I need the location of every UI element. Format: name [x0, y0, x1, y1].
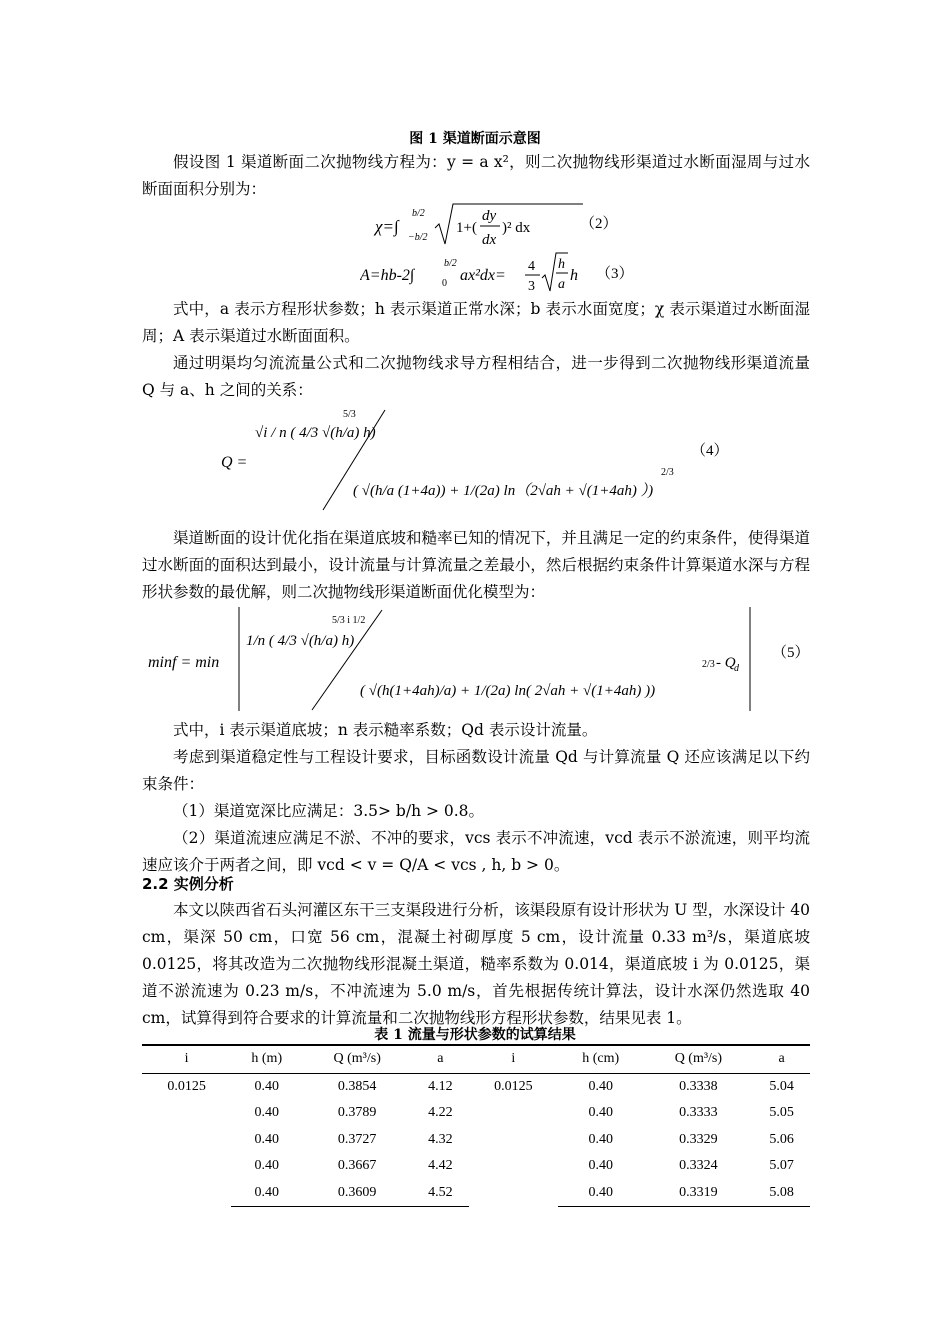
table-cell	[469, 1127, 558, 1154]
paragraph: 假设图 1 渠道断面二次抛物线方程为：y = a x²，则二次抛物线形渠道过水断面湿周与过水断面面积分别为：	[142, 153, 810, 198]
eq-exponent: 2/3	[702, 659, 715, 670]
column-header: i	[511, 1051, 516, 1067]
paragraph: （2）渠道流速应满足不淤、不冲的要求，vcs 表示不冲流速，vcd 表示不淤流速，则平均流速应该介于两者之间，即 vcd < v = Q/A < vcs , h, b > 0。	[142, 829, 810, 874]
column-header: Q (m³/s)	[674, 1051, 723, 1067]
table-cell: 0.3319	[644, 1180, 754, 1207]
table-cell	[469, 1153, 558, 1180]
paragraph: 考虑到渠道稳定性与工程设计要求，目标函数设计流量 Qd 与计算流量 Q 还应该满足以下约束条件：	[142, 748, 810, 793]
eq-upper-limit: b/2	[412, 208, 425, 219]
table-cell: 0.3338	[679, 1078, 718, 1094]
table-cell: 0.3727	[337, 1131, 377, 1147]
eq-exponent: 5/3	[343, 409, 356, 420]
table-cell: 0.0125	[494, 1078, 533, 1094]
eq-rnum: h	[558, 257, 565, 272]
table-row	[142, 1127, 810, 1154]
eq-lower-limit: 0	[442, 278, 447, 289]
table-cell: 0.40	[588, 1078, 613, 1094]
table-cell: 0.40	[588, 1158, 613, 1174]
eq-tail: )² dx	[502, 220, 531, 236]
table-cell: 4.22	[428, 1105, 453, 1121]
table-cell: 0.3789	[337, 1105, 377, 1121]
column-header: a	[437, 1051, 444, 1067]
table-row	[142, 1180, 810, 1207]
table-cell: 0.40	[254, 1158, 279, 1174]
table-cell: 0.40	[558, 1180, 644, 1207]
results-table	[142, 1044, 810, 1207]
table-cell: 0.3324	[679, 1158, 718, 1174]
equation-2	[360, 198, 680, 250]
paragraph: 式中，a 表示方程形状参数；h 表示渠道正常水深；b 表示水面宽度；χ 表示渠道过水断面湿周；A 表示渠道过水断面面积。	[142, 300, 810, 345]
table-cell	[469, 1180, 558, 1207]
table-cell: 0.3329	[679, 1131, 718, 1147]
eq-lhs: Q =	[221, 454, 248, 471]
table-cell: 0.0125	[167, 1078, 206, 1094]
paragraph: （1）渠道宽深比应满足：3.5> b/h > 0.8。	[173, 802, 485, 820]
table-cell: 4.52	[412, 1180, 469, 1207]
eq-num: dy	[482, 208, 497, 224]
table-cell	[142, 1127, 231, 1154]
eq-den: dx	[482, 232, 497, 248]
equation-3	[360, 250, 680, 296]
paragraph: 本文以陕西省石头河灌区东干三支渠段进行分析，该渠段原有设计形状为 U 型，水深设计 40 cm，渠深 50 cm，口宽 56 cm，混凝土衬砌厚度 5 cm，设计流量 0.33 m³/s，渠道底坡 0.0125，将其改造为二次抛物线形混凝土渠道，糙率系数为 0.014，渠道底坡 i 为 0.0125，渠道不淤流速为 0.23 m/s，不冲流速为 5.0 m/s，首先根据传统计算法，设计水深仍然选取 40 cm，试算得到符合要求的计算流量和二次抛物线形方程形状参数，结果见表 1。	[142, 901, 810, 1027]
table-cell: 0.40	[254, 1131, 279, 1147]
table-cell: 5.08	[753, 1180, 810, 1207]
eq-exponent: 5/3 i 1/2	[332, 615, 366, 626]
eq-subscript: d	[734, 663, 739, 674]
table-row	[142, 1153, 810, 1180]
eq-upper-limit: b/2	[444, 258, 457, 269]
table-cell: 5.07	[769, 1158, 794, 1174]
eq-number: （4）	[691, 443, 729, 459]
paragraph: 式中，i 表示渠道底坡；n 表示糙率系数；Qd 表示设计流量。	[173, 721, 598, 739]
table-cell: 0.40	[588, 1105, 613, 1121]
table-cell: 5.04	[769, 1078, 794, 1094]
eq-body: ax²dx=	[460, 267, 506, 284]
eq-tail: h	[570, 267, 578, 284]
table-cell: 0.3333	[679, 1105, 718, 1121]
equation-4	[215, 405, 735, 515]
eq-lhs: A=hb-2∫	[360, 267, 415, 284]
eq-exponent: 2/3	[661, 467, 674, 478]
table-cell	[142, 1100, 231, 1127]
figure-caption: 图 1 渠道断面示意图	[409, 131, 541, 147]
table-cell: 5.06	[769, 1131, 794, 1147]
eq-number: （2）	[580, 216, 618, 232]
column-header: h (cm)	[582, 1051, 620, 1067]
table-row	[142, 1073, 810, 1100]
eq-numerator: 1/n ( 4/3 √(h/a) h)	[246, 633, 355, 649]
table-cell	[469, 1100, 558, 1127]
eq-num: 4	[528, 259, 535, 274]
column-header: Q (m³/s)	[333, 1051, 381, 1067]
eq-lhs: χ=∫	[375, 217, 399, 236]
eq-denominator: ( √(h(1+4ah)/a) + 1/(2a) ln( 2√ah + √(1+4ah) ))	[360, 683, 656, 699]
table-cell: 4.42	[428, 1158, 453, 1174]
table-caption: 表 1 流量与形状参数的试算结果	[374, 1027, 576, 1043]
paragraph: 通过明渠均匀流流量公式和二次抛物线求导方程相结合，进一步得到二次抛物线形渠道流量 Q 与 a、h 之间的关系：	[142, 354, 810, 399]
table-row	[142, 1100, 810, 1127]
eq-tail: - Q	[716, 655, 736, 671]
table-cell: 5.05	[769, 1105, 794, 1121]
table-cell: 4.32	[428, 1131, 453, 1147]
table-cell: 0.40	[254, 1078, 279, 1094]
table-cell: 0.40	[231, 1180, 302, 1207]
table-cell	[142, 1153, 231, 1180]
eq-number: （3）	[596, 266, 634, 282]
table-cell: 0.3667	[337, 1158, 377, 1174]
eq-number: （5）	[772, 645, 810, 661]
column-header: i	[184, 1051, 189, 1067]
table-cell	[142, 1180, 231, 1207]
eq-den: 3	[528, 279, 535, 294]
eq-lower-limit: −b/2	[408, 232, 428, 243]
table-cell: 0.40	[588, 1131, 613, 1147]
eq-lhs: minf = min	[148, 654, 220, 671]
eq-body: 1+(	[456, 220, 477, 236]
eq-denominator: ( √(h/a (1+4a)) + 1/(2a) ln（2√ah + √(1+4ah) ）)	[353, 483, 654, 499]
table-cell: 0.40	[254, 1105, 279, 1121]
equation-5	[142, 605, 812, 713]
eq-rden: a	[558, 277, 565, 292]
table-cell: 0.3854	[337, 1078, 377, 1094]
eq-numerator: √i / n ( 4/3 √(h/a) h)	[255, 425, 376, 441]
paragraph: 渠道断面的设计优化指在渠道底坡和糙率已知的情况下，并且满足一定的约束条件，使得渠道过水断面的面积达到最小，设计流量与计算流量之差最小，然后根据约束条件计算渠道水深与方程形状参数的最优解，则二次抛物线形渠道断面优化模型为：	[142, 529, 810, 601]
table-cell: 4.12	[428, 1078, 453, 1094]
column-header: a	[778, 1051, 785, 1067]
section-heading: 2.2 实例分析	[142, 875, 234, 893]
column-header: h (m)	[251, 1051, 283, 1067]
table-cell: 0.3609	[302, 1180, 412, 1207]
